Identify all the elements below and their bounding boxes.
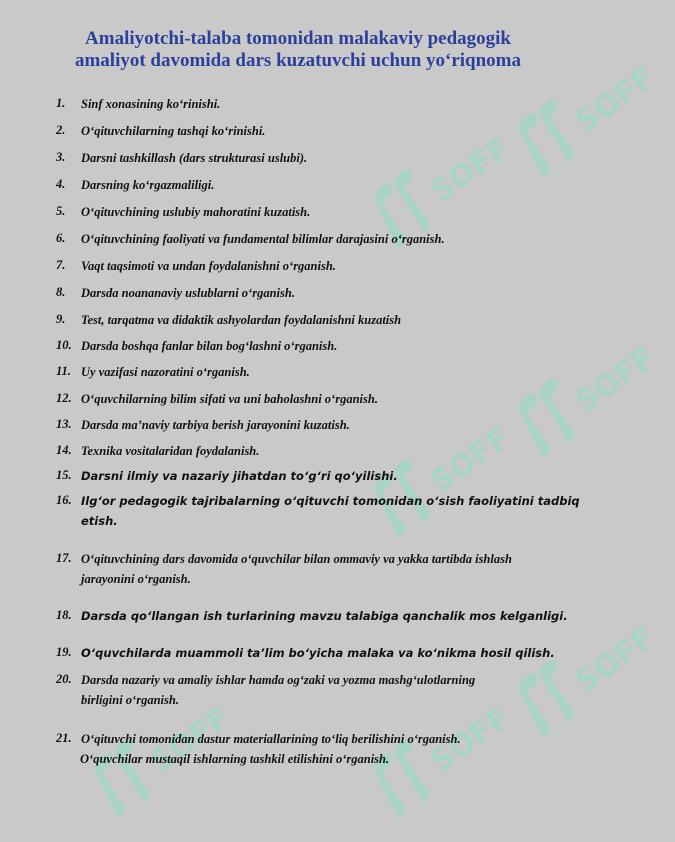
item-text — [81, 175, 571, 195]
item-number: 19. — [56, 645, 72, 659]
item-text — [81, 94, 571, 114]
page-title — [40, 28, 556, 72]
item-text-line: O‘qituvchilarning tashqi ko‘rinishi. — [81, 124, 266, 138]
item-text — [81, 606, 571, 626]
item-text-line: Texnika vositalaridan foydalanish. — [81, 444, 260, 458]
watermark-text: SOFF — [569, 340, 662, 420]
item-text-line: O‘qituvchining faoliyati va fundamental bilimlar darajasini o‘rganish. — [81, 232, 445, 246]
item-text-line: O‘qituvchining uslubiy mahoratini kuzatish. — [81, 205, 311, 219]
item-number: 21. — [56, 731, 72, 745]
item-number: 1. — [56, 96, 66, 110]
item-text — [81, 310, 571, 330]
item-number: 7. — [56, 258, 66, 272]
item-text-line: Darsda qo‘llangan ish turlarining mavzu talabiga qanchalik mos kelganligi. — [81, 609, 568, 623]
item-text-line: Darsda noananaviy uslublarni o‘rganish. — [81, 286, 295, 300]
item-text-line: Darsni ilmiy va nazariy jihatdan to‘g‘ri qo‘yilishi. — [81, 469, 398, 483]
item-text — [81, 148, 571, 168]
item-number: 6. — [56, 231, 66, 245]
watermark-text: SOFF — [424, 420, 517, 500]
item-text — [81, 389, 571, 409]
item-text — [81, 256, 571, 276]
watermark-text: SOFF — [144, 700, 237, 780]
item-text — [81, 415, 571, 435]
item-text — [81, 441, 571, 461]
item-text — [81, 202, 571, 222]
item-text-line: Vaqt taqsimoti va undan foydalanishni o‘rganish. — [81, 259, 336, 273]
item-text — [81, 229, 571, 249]
watermark-text: SOFF — [424, 130, 517, 210]
item-number: 17. — [56, 551, 72, 565]
item-text — [81, 362, 571, 382]
item-number: 13. — [56, 417, 72, 431]
item-number: 9. — [56, 312, 66, 326]
item-text — [81, 121, 571, 141]
item-number: 8. — [56, 285, 66, 299]
item-text — [81, 643, 571, 663]
item-text-line: Darsning ko‘rgazmaliligi. — [81, 178, 215, 192]
item-text-line: Sinf xonasining ko‘rinishi. — [81, 97, 221, 111]
item-number: 14. — [56, 443, 72, 457]
item-text-line: birligini o‘rganish. — [81, 693, 179, 707]
item-text — [81, 466, 571, 486]
item-text-line: Darsni tashkillash (dars strukturasi uslubi). — [81, 151, 308, 165]
item-number: 16. — [56, 493, 72, 507]
item-number: 3. — [56, 150, 66, 164]
item-text-line: Darsda ma’naviy tarbiya berish jarayonini kuzatish. — [81, 418, 350, 432]
item-number: 18. — [56, 608, 72, 622]
item-text-line: Test, tarqatma va didaktik ashyolardan foydalanishni kuzatish — [81, 313, 402, 327]
title-line-1: Amaliyotchi-talaba tomonidan malakaviy pedagogik — [85, 28, 511, 49]
item-text — [81, 283, 571, 303]
item-number: 11. — [56, 364, 71, 378]
title-line-2: amaliyot davomida dars kuzatuvchi uchun yo‘riqnoma — [74, 50, 522, 71]
item-text-line: Ilg‘or pedagogik tajribalarning o‘qituvchi tomonidan o‘sish faoliyatini tadbiq — [81, 494, 580, 508]
item-number: 5. — [56, 204, 66, 218]
item-text — [81, 670, 571, 710]
watermark-text: SOFF — [569, 60, 662, 140]
item-number: 10. — [56, 338, 72, 352]
item-text-line: Darsda nazariy va amaliy ishlar hamda og‘zaki va yozma mashg‘ulotlarning — [81, 673, 476, 687]
item-number: 15. — [56, 468, 72, 482]
item-text — [81, 491, 580, 531]
item-number: 12. — [56, 391, 72, 405]
item-text-line: O‘qituvchining dars davomida o‘quvchilar bilan ommaviy va yakka tartibda ishlash — [81, 552, 512, 566]
watermark-text: SOFF — [569, 620, 662, 700]
item-text-line: etish. — [81, 514, 118, 528]
watermark-text: SOFF — [424, 700, 517, 780]
item-text-line: Darsda boshqa fanlar bilan bog‘lashni o‘rganish. — [81, 339, 338, 353]
item-number: 2. — [56, 123, 66, 137]
item-text — [81, 549, 571, 589]
item-text-line: O‘quvchilarda muammoli ta’lim bo‘yicha malaka va ko‘nikma hosil qilish. — [81, 646, 555, 660]
item-text-line: O‘quvchilarning bilim sifati va uni baholashni o‘rganish. — [81, 392, 378, 406]
item-text — [81, 336, 571, 356]
item-text-line: Uy vazifasi nazoratini o‘rganish. — [81, 365, 250, 379]
item-text-line: O‘qituvchi tomonidan dastur materiallarining to‘liq berilishini o‘rganish. — [81, 732, 461, 746]
item-text — [81, 729, 571, 769]
item-number: 20. — [56, 672, 72, 686]
item-text-line: jarayonini o‘rganish. — [81, 572, 191, 586]
item-number: 4. — [56, 177, 66, 191]
item-text-line: O‘quvchilar mustaqil ishlarning tashkil etilishini o‘rganish. — [80, 752, 390, 766]
